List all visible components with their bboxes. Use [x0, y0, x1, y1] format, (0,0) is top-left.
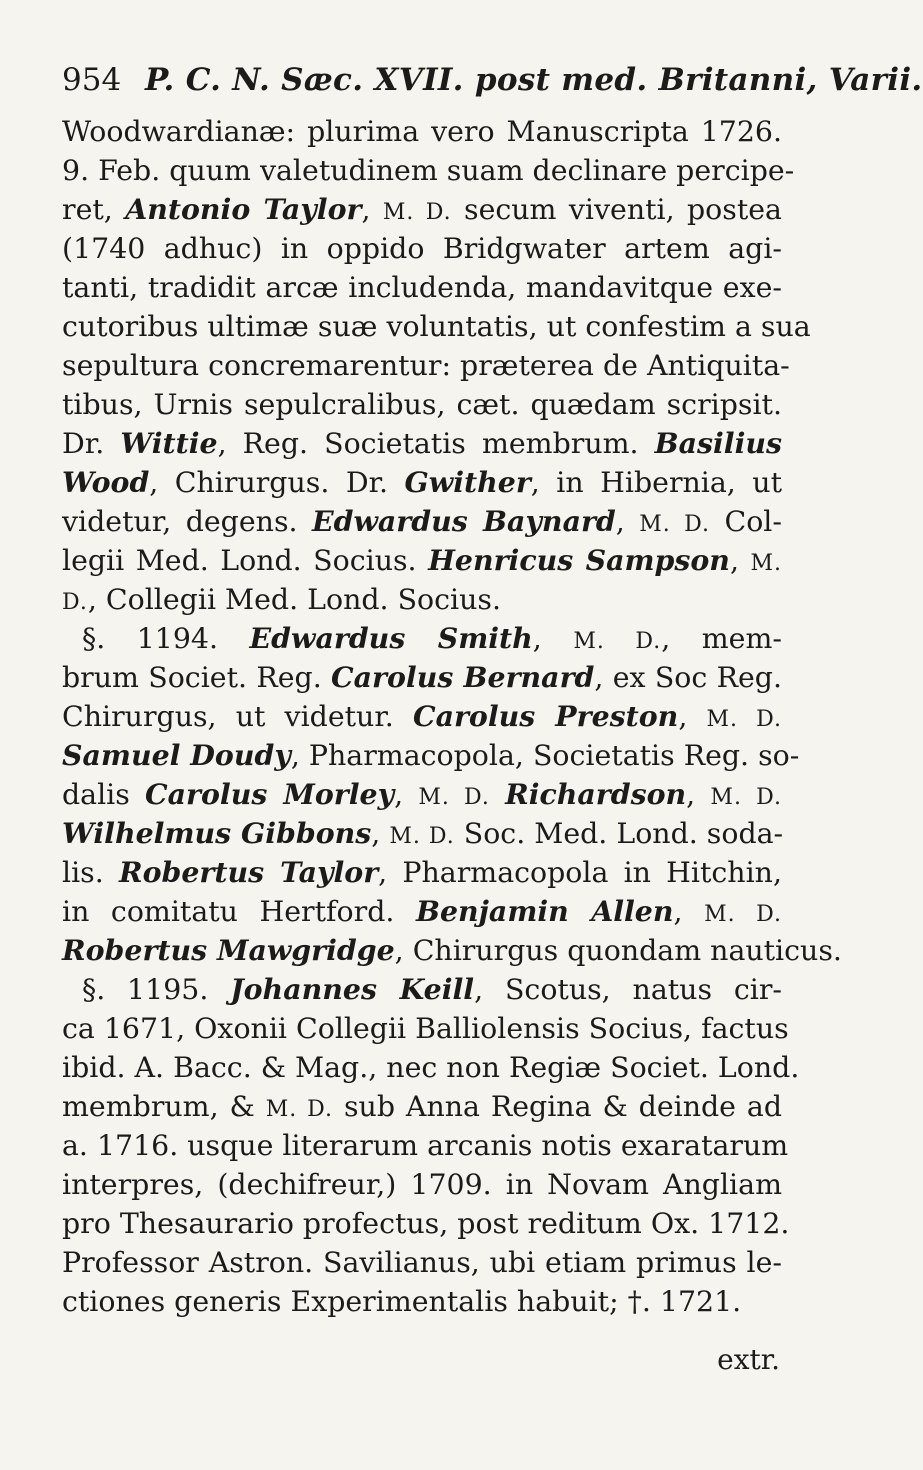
degree-abbrev: M. D.	[710, 785, 782, 810]
text-segment: §. 1195.	[82, 973, 231, 1006]
text-segment: brum Societ. Reg.	[62, 661, 332, 694]
text-segment: Professor Astron. Savilianus, ubi etiam primus le-	[62, 1246, 782, 1279]
text-segment: interpres, (dechifreur,) 1709. in Novam Angliam	[62, 1168, 782, 1201]
text-line	[62, 580, 782, 619]
text-segment: , Chirurgus. Dr.	[149, 466, 405, 499]
text-segment: pro Thesaurario profectus, post reditum Ox. 1712.	[62, 1207, 790, 1240]
text-segment: lis.	[62, 856, 119, 889]
text-segment: ,	[615, 505, 640, 538]
degree-abbrev: M. D.	[265, 1097, 334, 1122]
text-line	[62, 1048, 800, 1087]
text-segment: Col-	[710, 505, 782, 538]
text-segment: videtur, degens.	[62, 505, 312, 538]
italic-name: Johannes Keill	[230, 972, 475, 1006]
text-line	[62, 346, 790, 385]
text-line	[62, 619, 782, 658]
text-segment: , Reg. Societatis membrum.	[217, 427, 655, 460]
text-segment: Chirurgus, ut videtur.	[62, 700, 413, 733]
text-line	[62, 931, 842, 970]
text-line	[62, 541, 782, 580]
text-segment: Dr.	[62, 427, 121, 460]
text-segment: Soc. Med. Lond. soda-	[454, 817, 784, 850]
text-line	[62, 814, 782, 853]
text-segment: , Collegii Med. Lond. Socius.	[87, 583, 501, 616]
text-segment: ret,	[62, 193, 126, 226]
text-line	[62, 1165, 782, 1204]
text-segment: ,	[532, 622, 574, 655]
text-segment: tanti, tradidit arcæ includenda, mandavitque exe-	[62, 271, 782, 304]
text-line	[62, 502, 782, 541]
text-line	[62, 736, 800, 775]
text-segment: ca 1671, Oxonii Collegii Balliolensis Socius, factus	[62, 1012, 789, 1045]
text-line	[62, 775, 782, 814]
text-line	[62, 112, 782, 151]
degree-abbrev: D.	[62, 590, 88, 615]
degree-abbrev: M. D.	[573, 629, 662, 654]
text-segment: ,	[678, 700, 707, 733]
text-segment: sepultura concremarentur: præterea de Antiquita-	[62, 349, 790, 382]
italic-name: Robertus Taylor	[118, 855, 379, 889]
text-segment: ,	[686, 778, 711, 811]
text-segment: sub Anna Regina & deinde ad	[333, 1090, 782, 1123]
text-segment: legii Med. Lond. Socius.	[62, 544, 429, 577]
page-number: 954	[62, 62, 122, 98]
running-head: P. C. N. Sæc. XVII. post med. Britanni, Varii.	[145, 62, 923, 98]
text-segment: , mem-	[661, 622, 782, 655]
text-line	[62, 463, 782, 502]
italic-name: Carolus Bernard	[331, 660, 595, 694]
italic-name: Wittie	[120, 426, 218, 460]
text-segment: tibus, Urnis sepulcralibus, cæt. quædam scripsit.	[62, 388, 782, 421]
running-header	[62, 62, 923, 98]
text-segment: ,	[673, 895, 705, 928]
text-line	[62, 1087, 782, 1126]
degree-abbrev: M. D.	[704, 902, 782, 927]
catchword: extr.	[717, 1343, 780, 1376]
text-segment: , in Hibernia, ut	[530, 466, 782, 499]
text-segment: (1740 adhuc) in oppido Bridgwater artem agi-	[62, 232, 782, 265]
text-segment: , Chirurgus quondam nauticus.	[394, 934, 842, 967]
italic-name: Henricus Sampson	[428, 543, 730, 577]
text-line	[62, 1282, 782, 1321]
text-segment: ,	[371, 817, 390, 850]
text-segment: ,	[394, 778, 419, 811]
text-segment: , Pharmacopola, Societatis Reg. so-	[290, 739, 800, 772]
text-segment: ,	[361, 193, 383, 226]
text-segment: , Scotus, natus cir-	[474, 973, 783, 1006]
text-segment: dalis	[62, 778, 146, 811]
italic-name: Benjamin Allen	[415, 894, 674, 928]
italic-name: Wood	[62, 465, 150, 499]
italic-name: Richardson	[505, 777, 687, 811]
text-line	[62, 190, 782, 229]
text-line	[62, 697, 782, 736]
degree-abbrev: M. D.	[382, 200, 452, 225]
italic-name: Carolus Preston	[412, 699, 679, 733]
degree-abbrev: M. D.	[418, 785, 490, 810]
text-line	[62, 151, 795, 190]
text-segment: cutoribus ultimæ suæ voluntatis, ut confestim a sua	[62, 310, 811, 343]
text-segment: ibid. A. Bacc. & Mag., nec non Regiæ Societ. Lond.	[62, 1051, 800, 1084]
italic-name: Samuel Doudy	[62, 738, 291, 772]
text-segment: ,	[729, 544, 751, 577]
text-segment: , Pharmacopola in Hitchin,	[378, 856, 782, 889]
degree-abbrev: M. D.	[639, 512, 711, 537]
text-line	[62, 1204, 790, 1243]
text-segment: 9. Feb. quum valetudinem suam declinare percipe-	[62, 154, 795, 187]
italic-name: Carolus Morley	[145, 777, 395, 811]
text-line	[62, 268, 782, 307]
italic-name: Basilius	[654, 426, 782, 460]
text-line	[62, 385, 782, 424]
text-line	[62, 970, 782, 1009]
text-segment: §. 1194.	[82, 622, 250, 655]
text-line	[62, 1009, 789, 1048]
text-segment: Woodwardianæ: plurima vero Manuscripta 1726.	[62, 115, 782, 148]
text-line	[62, 307, 811, 346]
text-line	[62, 229, 782, 268]
italic-name: Edwardus Smith	[249, 621, 533, 655]
text-line	[62, 1126, 789, 1165]
text-line	[62, 853, 782, 892]
text-segment: a. 1716. usque literarum arcanis notis exaratarum	[62, 1129, 789, 1162]
text-segment	[490, 778, 505, 811]
text-segment: ctiones generis Experimentalis habuit; †. 1721.	[62, 1285, 742, 1318]
italic-name: Gwither	[404, 465, 531, 499]
text-line	[62, 424, 782, 463]
degree-abbrev: M. D.	[706, 707, 782, 732]
italic-name: Robertus Mawgridge	[62, 933, 395, 967]
text-line	[62, 1243, 782, 1282]
degree-abbrev: M.	[750, 551, 782, 576]
text-segment: in comitatu Hertford.	[62, 895, 416, 928]
degree-abbrev: M. D.	[389, 824, 455, 849]
text-line	[62, 658, 782, 697]
text-segment: secum viventi, postea	[451, 193, 782, 226]
italic-name: Antonio Taylor	[125, 192, 362, 226]
text-segment: membrum, &	[62, 1090, 266, 1123]
body-text	[62, 112, 842, 1321]
italic-name: Wilhelmus Gibbons	[62, 816, 372, 850]
text-line	[62, 892, 782, 931]
italic-name: Edwardus Baynard	[311, 504, 616, 538]
text-segment: , ex Soc Reg.	[594, 661, 782, 694]
